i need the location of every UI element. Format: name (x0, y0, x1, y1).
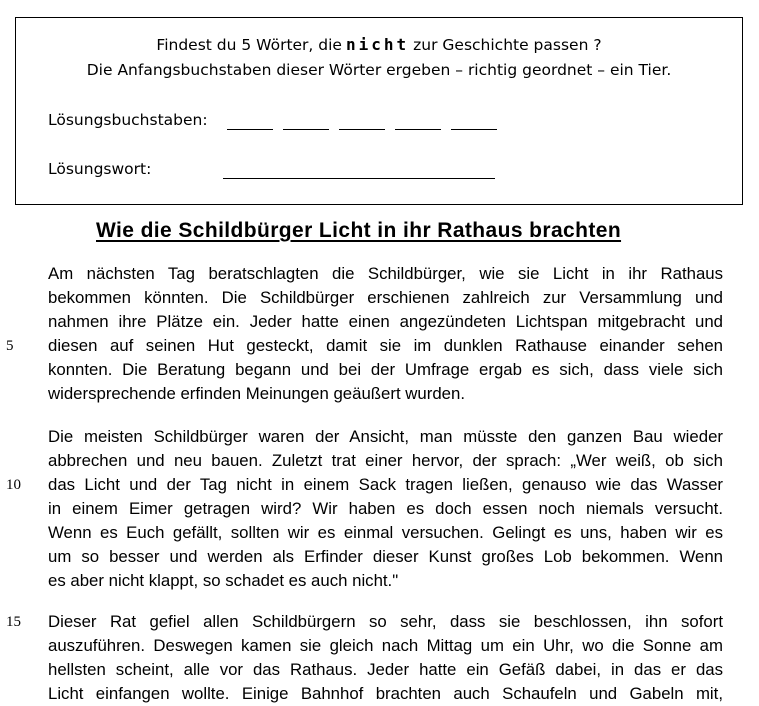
text-line: das Licht und der Tag nicht in einem Sack tragen ließen, genauso wie das Wasser (48, 475, 723, 494)
story-paragraph-2 (48, 425, 723, 593)
text-line: es aber nicht klappt, so schadet es auch nicht." (48, 571, 399, 590)
letter-blank-1[interactable] (227, 129, 273, 130)
letter-blank-3[interactable] (339, 129, 385, 130)
solution-word-blank[interactable] (223, 178, 495, 179)
line-number-10: 10 (6, 477, 21, 493)
task-box (15, 17, 743, 205)
solution-letters-label: Lösungsbuchstaben: (48, 111, 208, 129)
text-line: widersprechende erfinden Meinungen geäußert wurden. (48, 384, 465, 403)
task-instruction-line-1 (16, 35, 742, 54)
highlighted-word-nicht: nicht (345, 35, 410, 54)
text-line: Am nächsten Tag beratschlagten die Schildbürger, wie sie Licht in ihr Rathaus (48, 264, 723, 283)
letter-blank-2[interactable] (283, 129, 329, 130)
solution-word-label: Lösungswort: (48, 160, 152, 178)
text-line: bekommen könnten. Die Schildbürger erschienen zahlreich zur Versammlung und (48, 288, 723, 307)
text-line: abbrechen und neu bauen. Zuletzt trat einer hervor, der sprach: „Wer weiß, ob sich (48, 451, 723, 470)
text-line: hellsten scheint, alle vor das Rathaus. Jeder hatte ein Gefäß dabei, in das er das (48, 660, 723, 679)
text-line: diesen auf seinen Hut gesteckt, damit sie im dunklen Rathause einander sehen (48, 336, 723, 355)
letter-blank-4[interactable] (395, 129, 441, 130)
text-line: auszuführen. Deswegen kamen sie gleich nach Mittag um ein Uhr, wo die Sonne am (48, 636, 723, 655)
story-title: Wie die Schildbürger Licht in ihr Rathaus brachten (96, 219, 622, 242)
letter-blank-5[interactable] (451, 129, 497, 130)
task-instruction-line-2: Die Anfangsbuchstaben dieser Wörter ergeben – richtig geordnet – ein Tier. (86, 61, 672, 79)
text-line: konnten. Die Beratung begann und bei der Umfrage ergab es sich, dass viele sich (48, 360, 723, 379)
text-line: in einem Eimer getragen wird? Wir haben es doch essen noch niemals versucht. (48, 499, 723, 518)
instruction-text-after: zur Geschichte passen ? (413, 36, 602, 54)
text-line: um so besser und werden als Erfinder dieser Kunst großes Lob bekommen. Wenn (48, 547, 723, 566)
line-number-5: 5 (6, 338, 14, 354)
text-line: nahmen ihre Plätze ein. Jeder hatte einen angezündeten Lichtspan mitgebracht und (48, 312, 723, 331)
story-paragraph-1 (48, 262, 723, 406)
text-line: Dieser Rat gefiel allen Schildbürgern so sehr, dass sie beschlossen, ihn sofort (48, 612, 723, 631)
text-line: Wenn es Euch gefällt, sollten wir es einmal versuchen. Gelingt es uns, haben wir es (48, 523, 723, 542)
line-number-15: 15 (6, 614, 21, 630)
text-line: Licht einfangen wollte. Einige Bahnhof brachten auch Schaufeln und Gabeln mit, (48, 684, 723, 703)
story-paragraph-3 (48, 610, 723, 706)
text-line: Die meisten Schildbürger waren der Ansicht, man müsste den ganzen Bau wieder (48, 427, 723, 446)
instruction-text-before: Findest du 5 Wörter, die (156, 36, 342, 54)
